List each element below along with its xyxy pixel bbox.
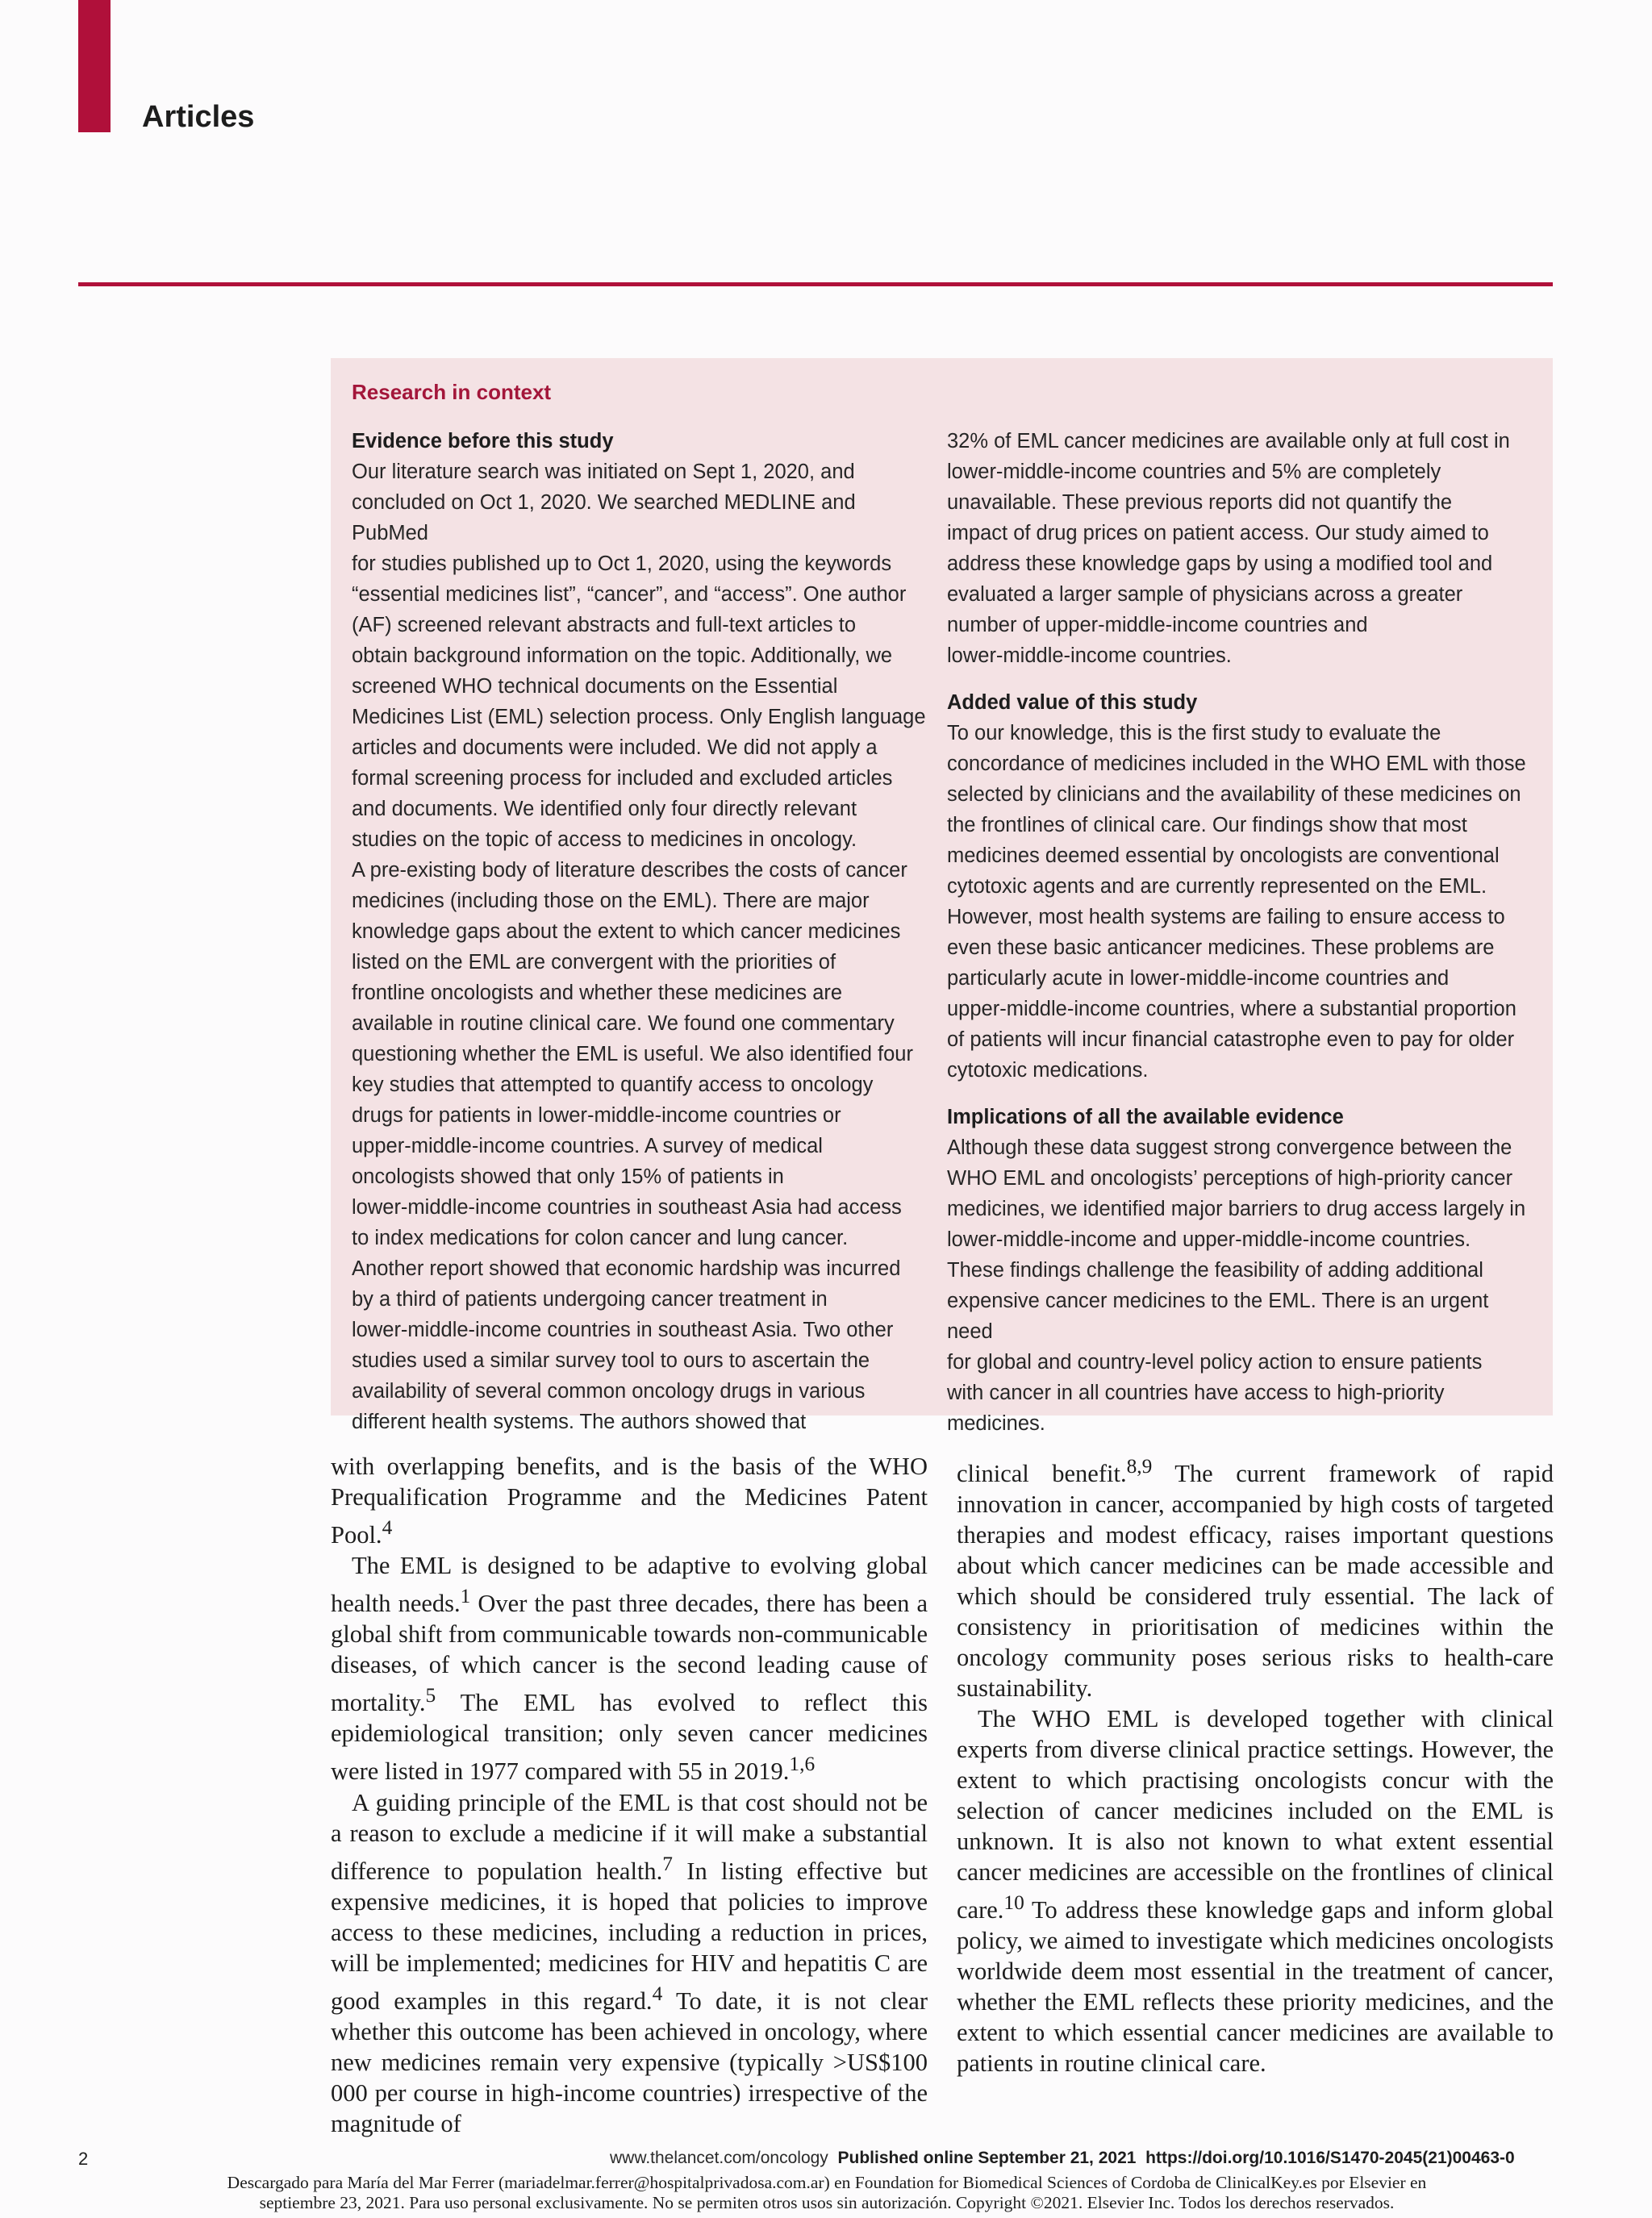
- panel-title: Research in context: [352, 380, 552, 404]
- panel-text-line: A pre-existing body of literature describes the costs of cancer: [352, 859, 907, 882]
- panel-right-column: [947, 426, 1532, 1439]
- panel-text-line: medicines.: [947, 1412, 1045, 1435]
- panel-text-line: obtain background information on the topic. Additionally, we: [352, 644, 893, 667]
- panel-text-line: and documents. We identified only four directly relevant: [352, 798, 857, 820]
- panel-text-line: cytotoxic agents and are currently represented on the EML.: [947, 875, 1487, 898]
- panel-text-line: lower-middle-income countries in southeast Asia had access: [352, 1196, 902, 1219]
- download-notice-line: septiembre 23, 2021. Para uso personal exclusivamente. No se permiten otros usos sin autorización. Copyright ©2021. Elsevier Inc. Todos los derechos reservados.: [259, 2193, 1395, 2212]
- body-left-column: [331, 1451, 928, 2139]
- panel-text-line: different health systems. The authors showed that: [352, 1411, 807, 1433]
- body-paragraph: The EML is designed to be adaptive to evolving global health needs.$^1$ Over the past three decades, there has been a global shift from communicable towards non-communicable diseases, of which cancer is the second leading cause of mortality.$^5$ The EML has evolved to reflect this epidemiological transition; only seven cancer medicines were listed in 1977 compared with 55 in 2019.$^{1,6}$: [331, 1552, 928, 1786]
- evidence-before-text: [352, 457, 932, 1437]
- download-notice: [121, 2173, 1533, 2213]
- citation-ref[interactable]: 7: [662, 1852, 673, 1875]
- citation-ref[interactable]: 4: [652, 1982, 663, 2005]
- doi-link[interactable]: https://doi.org/10.1016/S1470-2045(21)00463-0: [1145, 2149, 1515, 2167]
- panel-text-line: “essential medicines list”, “cancer”, and “access”. One author: [352, 583, 907, 606]
- panel-text-line: medicines, we identified major barriers to drug access largely in: [947, 1198, 1526, 1220]
- panel-text-line: articles and documents were included. We did not apply a: [352, 736, 878, 759]
- citation-ref[interactable]: 4: [382, 1516, 393, 1539]
- panel-text-line: to index medications for colon cancer and lung cancer.: [352, 1227, 849, 1249]
- panel-text-line: lower-middle-income countries.: [947, 644, 1232, 667]
- panel-text-line: studies used a similar survey tool to ours to ascertain the: [352, 1349, 870, 1372]
- panel-text-line: available in routine clinical care. We found one commentary: [352, 1012, 895, 1035]
- added-value-heading: Added value of this study: [947, 691, 1198, 714]
- added-value-text: [947, 718, 1532, 1086]
- citation-ref[interactable]: 10: [1003, 1891, 1024, 1915]
- panel-text-line: cytotoxic medications.: [947, 1059, 1149, 1082]
- panel-text-line: questioning whether the EML is useful. We also identified four: [352, 1043, 913, 1065]
- panel-text-line: for global and country-level policy action to ensure patients: [947, 1351, 1483, 1374]
- download-notice-line: Descargado para María del Mar Ferrer (mariadelmar.ferrer@hospitalprivadosa.com.ar) en Foundation for Biomedical Sciences of Cordoba de ClinicalKey.es por Elsevier en: [227, 2173, 1427, 2192]
- panel-text-line: availability of several common oncology drugs in various: [352, 1380, 866, 1403]
- panel-text-line: studies on the topic of access to medicines in oncology.: [352, 828, 857, 851]
- panel-left-column: [352, 426, 932, 1439]
- panel-text-line: expensive cancer medicines to the EML. There is an urgent need: [947, 1290, 1489, 1343]
- panel-text-line: frontline oncologists and whether these medicines are: [352, 982, 843, 1004]
- panel-text-line: Medicines List (EML) selection process. Only English language: [352, 706, 926, 728]
- panel-text-line: for studies published up to Oct 1, 2020, using the keywords: [352, 552, 892, 575]
- panel-text-line: lower-middle-income and upper-middle-income countries.: [947, 1228, 1471, 1251]
- panel-text-line: screened WHO technical documents on the Essential: [352, 675, 838, 698]
- panel-text-line: medicines deemed essential by oncologists are conventional: [947, 844, 1500, 867]
- citation-ref[interactable]: 5: [425, 1684, 436, 1707]
- evidence-before-heading: Evidence before this study: [352, 430, 614, 452]
- journal-url[interactable]: www.thelancet.com/oncology: [610, 2149, 828, 2167]
- panel-text-line: of patients will incur financial catastrophe even to pay for older: [947, 1028, 1515, 1051]
- panel-text-line: Although these data suggest strong convergence between the: [947, 1136, 1512, 1159]
- panel-text-line: knowledge gaps about the extent to which cancer medicines: [352, 920, 901, 943]
- page-number: 2: [78, 2149, 89, 2169]
- panel-text-line: evaluated a larger sample of physicians across a greater: [947, 583, 1463, 606]
- panel-text-line: particularly acute in lower-middle-income countries and: [947, 967, 1450, 990]
- panel-text-line: by a third of patients undergoing cancer treatment in: [352, 1288, 828, 1311]
- panel-text-line: lower-middle-income countries in southeast Asia. Two other: [352, 1319, 894, 1341]
- panel-text-line: medicines (including those on the EML). There are major: [352, 890, 870, 912]
- panel-text-line: However, most health systems are failing to ensure access to: [947, 906, 1505, 928]
- panel-text-line: concordance of medicines included in the WHO EML with those: [947, 753, 1526, 775]
- panel-text-line: To our knowledge, this is the first study to evaluate the: [947, 722, 1441, 744]
- panel-text-line: the frontlines of clinical care. Our findings show that most: [947, 814, 1467, 836]
- body-right-column: [957, 1451, 1554, 2078]
- publication-date: Published online September 21, 2021: [837, 2149, 1137, 2167]
- body-paragraph: A guiding principle of the EML is that cost should not be a reason to exclude a medicine if it will make a substantial difference to population health.$^7$ In listing effective but expensive medicines, it is hoped that policies to improve access to these medicines, including a reduction in prices, will be implemented; medicines for HIV and hepatitis C are good examples in this regard.$^4$ To date, it is not clear whether this outcome has been achieved in oncology, where new medicines remain very expensive (typically >US$100 000 per course in high-income countries) irrespective of the magnitude of: [331, 1788, 928, 2137]
- panel-text-line: selected by clinicians and the availability of these medicines on: [947, 783, 1521, 806]
- panel-text-line: These findings challenge the feasibility of adding additional: [947, 1259, 1483, 1282]
- citation-ref[interactable]: 8,9: [1126, 1455, 1153, 1478]
- panel-text-line: oncologists showed that only 15% of patients in: [352, 1165, 784, 1188]
- panel-text-line: formal screening process for included and excluded articles: [352, 767, 893, 790]
- panel-text-line: address these knowledge gaps by using a modified tool and: [947, 552, 1493, 575]
- panel-text-line: lower-middle-income countries and 5% are completely: [947, 461, 1441, 483]
- panel-text-line: key studies that attempted to quantify access to oncology: [352, 1074, 874, 1096]
- panel-text-line: with cancer in all countries have access to high-priority: [947, 1382, 1445, 1404]
- evidence-continued-text: [947, 426, 1532, 671]
- implications-heading: Implications of all the available evidence: [947, 1106, 1344, 1128]
- accent-bar: [78, 0, 111, 132]
- body-paragraph: clinical benefit.$^{8,9}$ The current framework of rapid innovation in cancer, accompanied by high costs of targeted therapies and modest efficacy, raises important questions about which cancer medicines can be made accessible and which should be considered truly essential. The lack of consistency in prioritisation of medicines within the oncology community poses serious risks to health-care sustainability.: [957, 1455, 1554, 1703]
- panel-text-line: drugs for patients in lower-middle-income countries or: [352, 1104, 841, 1127]
- panel-columns: [352, 426, 1532, 1439]
- implications-text: [947, 1132, 1532, 1439]
- panel-text-line: Our literature search was initiated on Sept 1, 2020, and: [352, 461, 855, 483]
- research-in-context-panel: [331, 358, 1553, 1435]
- citation-ref[interactable]: 1: [460, 1585, 471, 1608]
- panel-text-line: impact of drug prices on patient access. Our study aimed to: [947, 522, 1489, 544]
- panel-text-line: concluded on Oct 1, 2020. We searched MEDLINE and PubMed: [352, 491, 856, 544]
- panel-text-line: upper-middle-income countries. A survey of medical: [352, 1135, 823, 1157]
- body-paragraph: with overlapping benefits, and is the basis of the WHO Prequalification Programme and the Medicines Patent Pool.$^4$: [331, 1453, 928, 1549]
- citation-ref[interactable]: 1,6: [789, 1753, 816, 1776]
- panel-text-line: even these basic anticancer medicines. These problems are: [947, 936, 1495, 959]
- panel-text-line: unavailable. These previous reports did not quantify the: [947, 491, 1453, 514]
- section-label: Articles: [142, 100, 255, 134]
- panel-text-line: listed on the EML are convergent with the priorities of: [352, 951, 836, 974]
- top-rule: [78, 282, 1553, 286]
- panel-text-line: (AF) screened relevant abstracts and full-text articles to: [352, 614, 857, 636]
- panel-text-line: upper-middle-income countries, where a substantial proportion: [947, 998, 1516, 1020]
- body-paragraph: The WHO EML is developed together with clinical experts from diverse clinical practice settings. However, the extent to which practising oncologists concur with the selection of cancer medicines included on the EML is unknown. It is also not known to what extent essential cancer medicines are accessible on the frontlines of clinical care.$^{10}$ To address these knowledge gaps and inform global policy, we aimed to investigate which medicines oncologists worldwide deem most essential in the treatment of cancer, whether the EML reflects these priority medicines, and the extent to which essential cancer medicines are available to patients in routine clinical care.: [957, 1705, 1554, 2078]
- panel-text-line: number of upper-middle-income countries and: [947, 614, 1368, 636]
- panel-text-line: Another report showed that economic hardship was incurred: [352, 1257, 901, 1280]
- panel-text-line: 32% of EML cancer medicines are available only at full cost in: [947, 430, 1510, 452]
- panel-text-line: WHO EML and oncologists’ perceptions of high-priority cancer: [947, 1167, 1513, 1190]
- footer-line: [610, 2149, 1515, 2168]
